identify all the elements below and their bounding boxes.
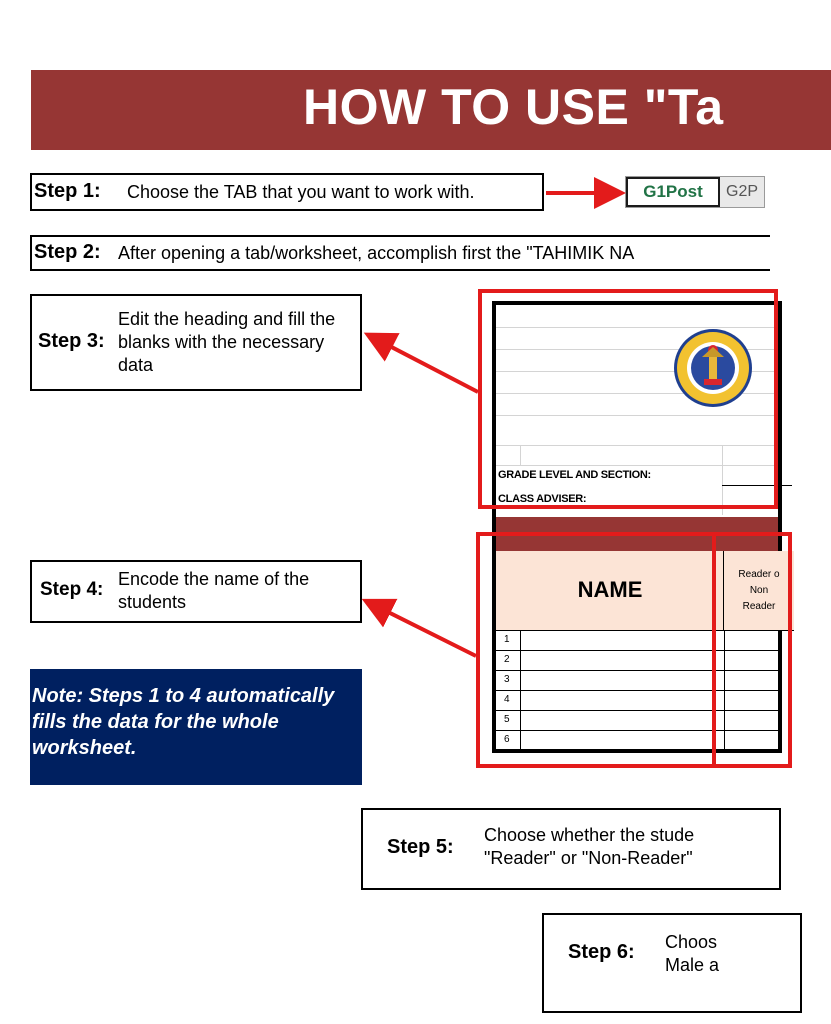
note-box: Note: Steps 1 to 4 automatically fills the data for the whole worksheet.: [30, 669, 362, 785]
name-header-text: NAME: [577, 577, 643, 602]
grade-level-label: GRADE LEVEL AND SECTION:: [498, 469, 651, 481]
table-row: 1: [496, 631, 778, 651]
class-adviser-label: CLASS ADVISER:: [498, 493, 587, 505]
sheet-tab-next[interactable]: G2P: [726, 183, 759, 200]
page-title: HOW TO USE "Ta: [303, 79, 724, 135]
reader-header-line1: Reader o: [738, 569, 780, 580]
step2-label: Step 2:: [34, 241, 101, 263]
step2-text: After opening a tab/worksheet, accomplish first the "TAHIMIK NA: [118, 243, 635, 263]
step5-label: Step 5:: [387, 836, 454, 858]
reader-header-line3: Reader: [742, 601, 776, 612]
step3-label: Step 3:: [38, 330, 105, 352]
step4-label: Step 4:: [40, 579, 104, 600]
step4-text: Encode the name of the students: [118, 569, 310, 612]
step1-label: Step 1:: [34, 180, 101, 202]
step3-text: Edit the heading and fill the blanks with the necessary data: [118, 309, 336, 375]
table-row: 2: [496, 651, 778, 671]
step5-text-line1: Choose whether the stude: [484, 825, 695, 845]
table-row: 5: [496, 711, 778, 731]
step6-text-line1: Choos: [665, 932, 718, 952]
step5-text-line2: "Reader" or "Non-Reader": [484, 848, 693, 868]
table-row: 3: [496, 671, 778, 691]
arrow-to-step4: [376, 606, 476, 656]
step6-text-line2: Male a: [665, 955, 720, 975]
step6-label: Step 6:: [568, 941, 635, 963]
sheet-tab-active[interactable]: G1Post: [626, 177, 720, 207]
table-row: 6: [496, 731, 778, 751]
arrow-to-step3: [378, 340, 478, 392]
step1-text: Choose the TAB that you want to work with.: [127, 182, 475, 202]
table-row: 4: [496, 691, 778, 711]
reader-header-line2: Non: [749, 585, 769, 596]
